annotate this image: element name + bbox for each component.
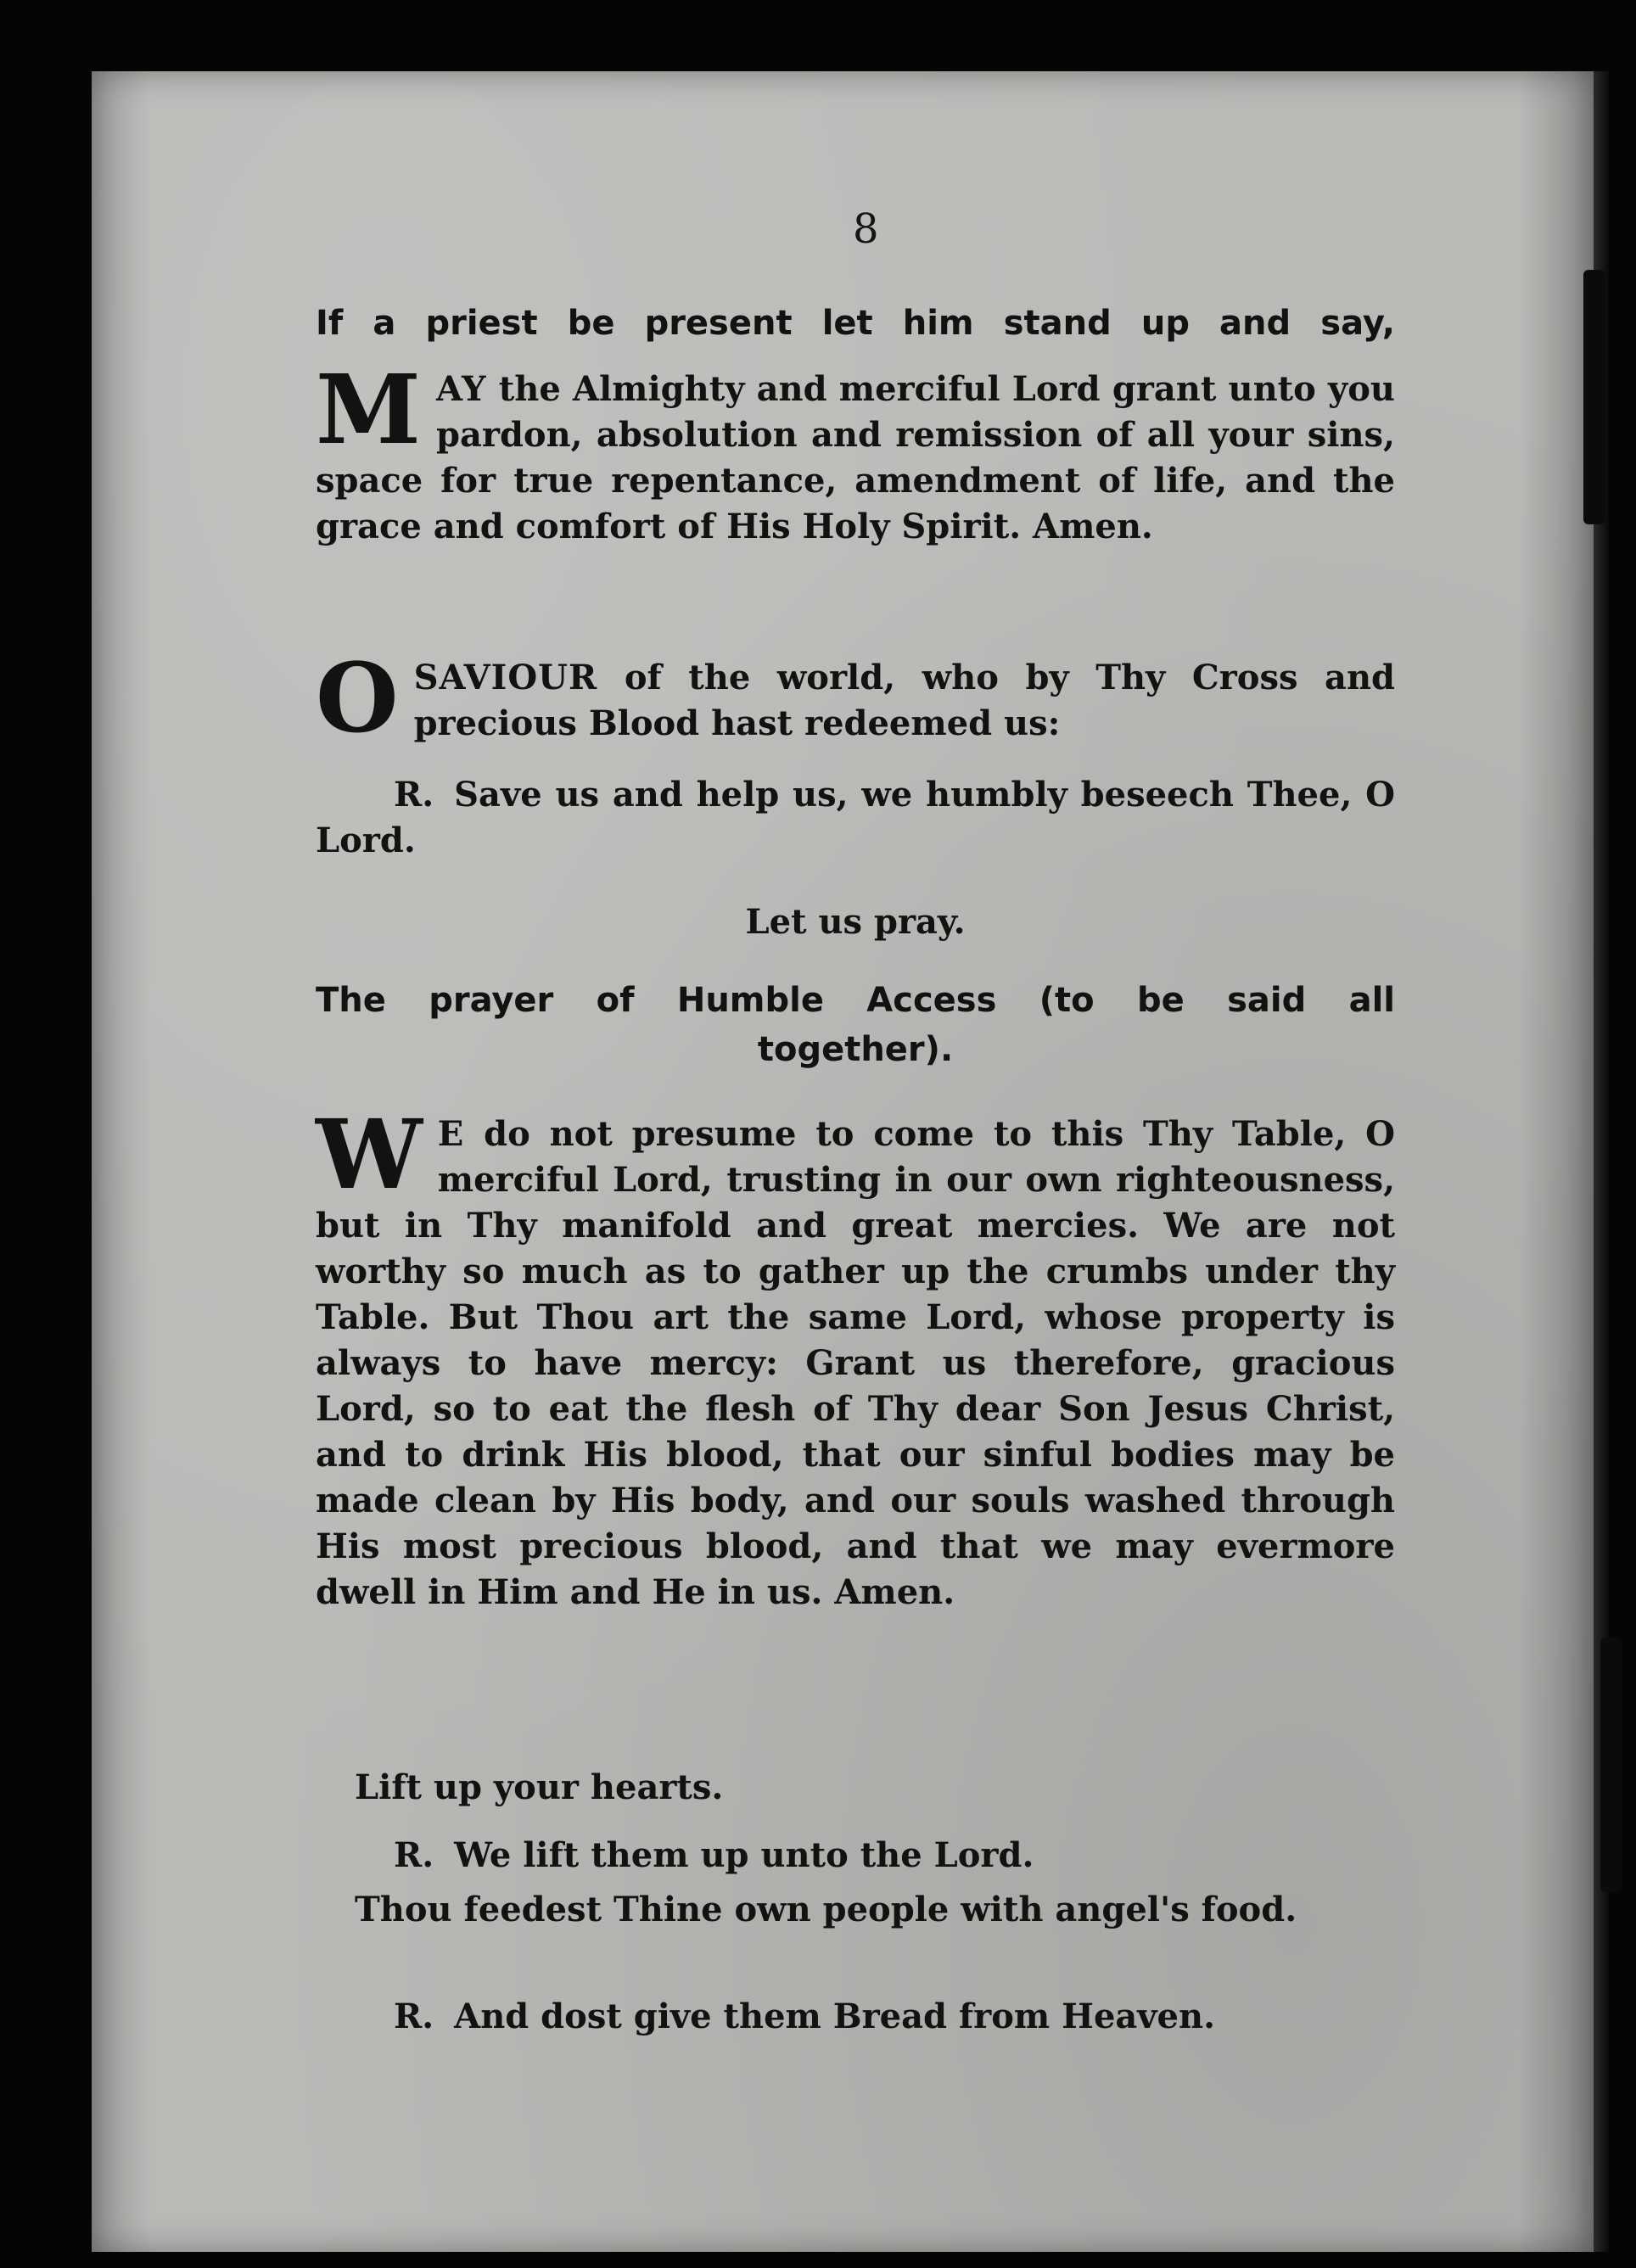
humble-access-paragraph	[316, 1100, 1395, 1616]
drop-cap-o: O	[316, 643, 399, 754]
binding-mark-bottom	[1600, 1638, 1622, 1892]
versicle-2-text: We lift them up unto the Lord.	[454, 1835, 1034, 1875]
let-us-pray	[316, 899, 1395, 945]
versicle-3-text: Thou feedest Thine own people with angel's food.	[355, 1890, 1297, 1929]
page-number: 8	[853, 205, 879, 253]
rubric-priest	[316, 299, 1395, 348]
versicle-2-label: R.	[394, 1835, 434, 1875]
rubric-humble-access	[316, 976, 1395, 1074]
response-1-text: Save us and help us, we humbly beseech Thee, O Lord.	[316, 775, 1395, 860]
rubric-priest-text: If a priest be present let him stand up and say,	[316, 304, 1395, 343]
versicle-3	[316, 1887, 1395, 1933]
versicle-4-text: And dost give them Bread from Heaven.	[454, 1996, 1216, 2036]
versicle-2	[316, 1833, 1395, 1879]
versicle-1-text: Lift up your hearts.	[355, 1767, 724, 1807]
versicle-4-label: R.	[394, 1996, 434, 2036]
absolution-lead: AY	[435, 369, 487, 409]
saviour-lead: SAVIOUR	[413, 658, 598, 697]
versicle-4	[316, 1994, 1395, 2040]
binding-mark-top	[1583, 270, 1605, 524]
drop-cap-w: W	[316, 1100, 423, 1211]
saviour-paragraph	[316, 643, 1395, 754]
absolution-text: the Almighty and merciful Lord grant unto you pardon, absolution and remission of all your sins, space for true repentance, amendment of life, and the grace and comfort of His Holy Spirit. Amen.	[316, 369, 1395, 546]
humble-access-text: do not presume to come to this Thy Table, O merciful Lord, trusting in our own righteousness, but in Thy manifold and great mercies. We are not worthy so much as to gather up the crumbs under thy Table. But Thou art the same Lord, whose property is always to have mercy: Grant us therefore, gracious Lord, so to eat the flesh of Thy dear Son Jesus Christ, and to drink His blood, that our sinful bodies may be made clean by His body, and our souls washed through His most precious blood, and that we may evermore dwell in Him and He in us. Amen.	[316, 1114, 1395, 1612]
versicle-1	[316, 1765, 1395, 1811]
rubric-humble-line2: together).	[757, 1030, 954, 1069]
saviour-text: of the world, who by Thy Cross and precious Blood hast redeemed us:	[413, 658, 1395, 743]
response-1	[316, 772, 1395, 864]
rubric-humble-line1: The prayer of Humble Access (to be said all	[316, 981, 1395, 1020]
drop-cap-m: M	[316, 355, 421, 466]
absolution-paragraph	[316, 355, 1395, 550]
let-us-pray-text: Let us pray.	[745, 902, 966, 942]
humble-access-lead: E	[437, 1114, 465, 1154]
response-1-label: R.	[394, 775, 434, 815]
